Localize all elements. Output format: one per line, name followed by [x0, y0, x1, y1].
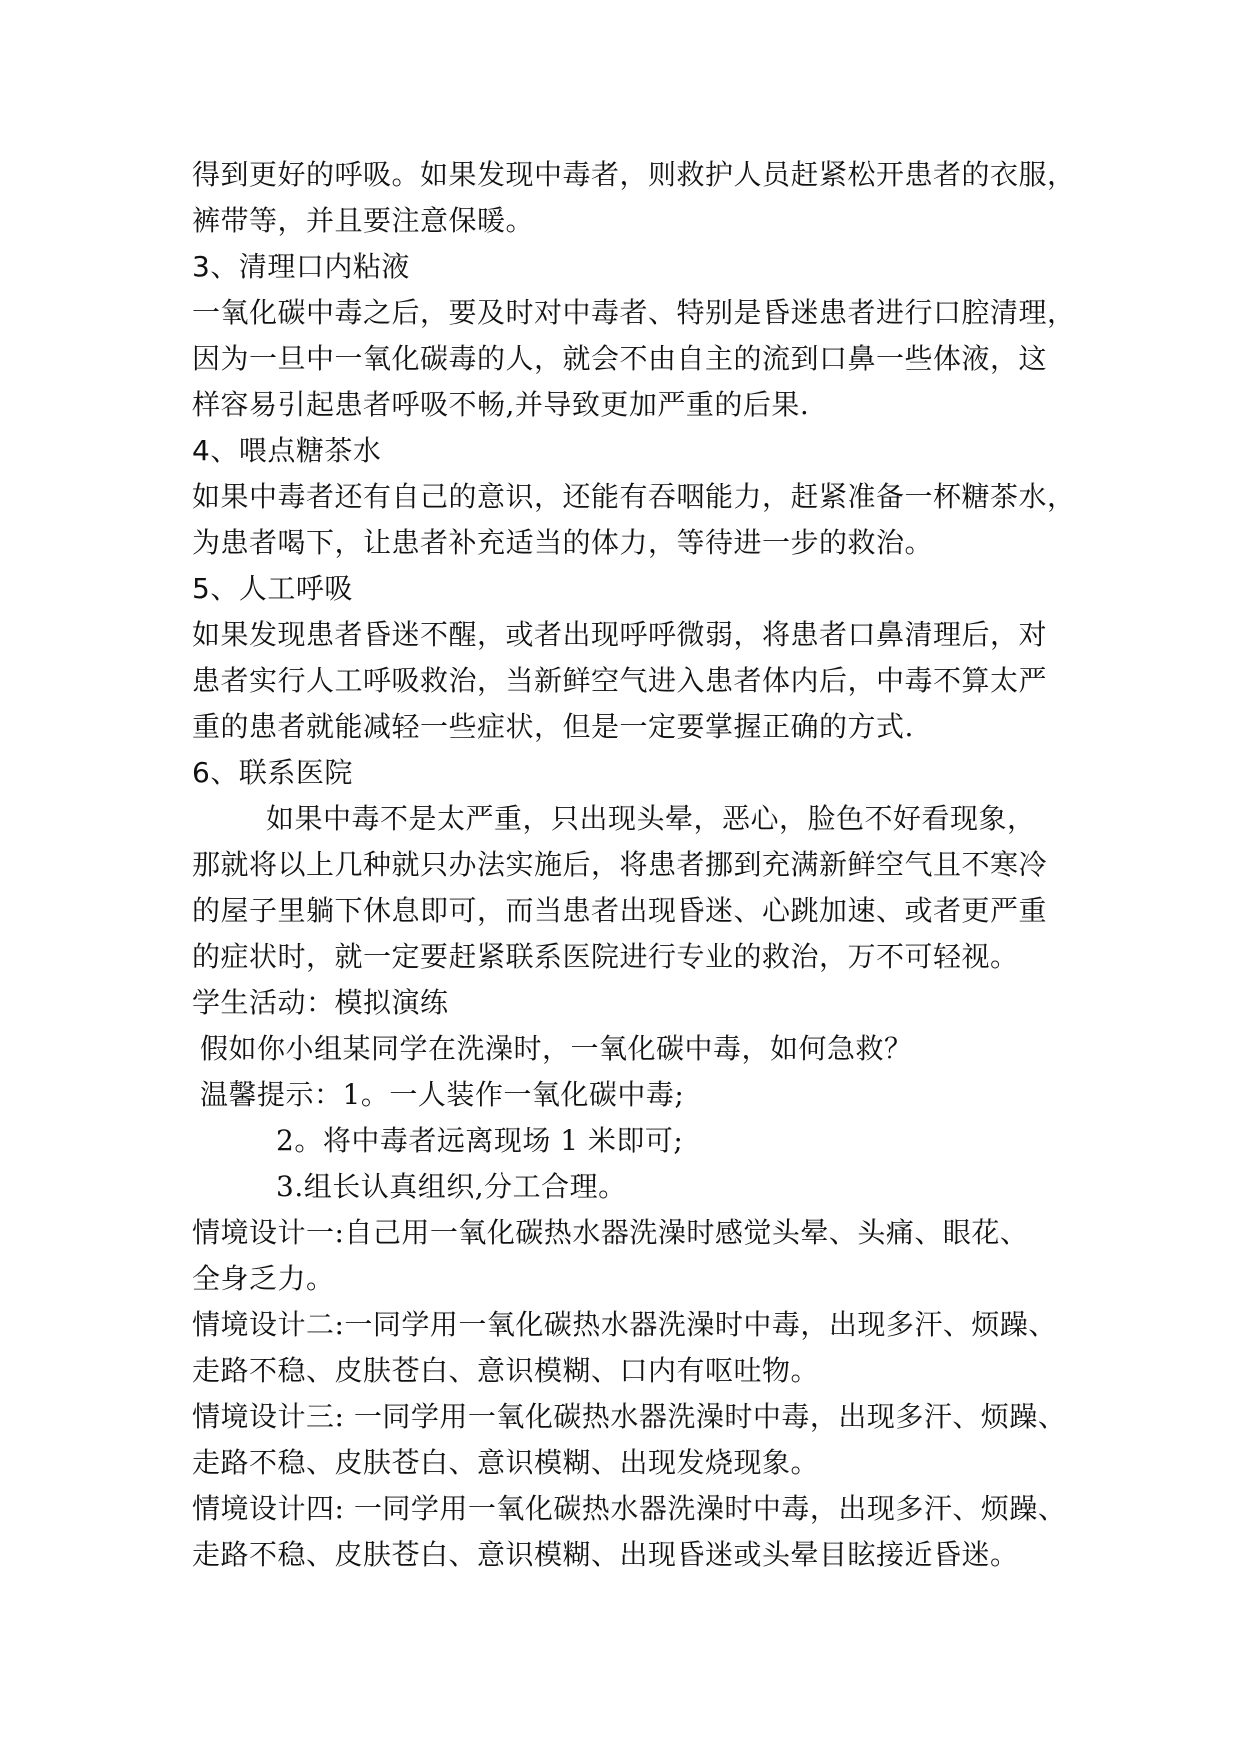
section-heading-6: 6、联系医院	[192, 756, 353, 789]
document-body	[192, 152, 1076, 1578]
scenario-3-line: 走路不稳、皮肤苍白、意识模糊、出现发烧现象。	[192, 1446, 820, 1479]
text-line: 重的患者就能减轻一些症状，但是一定要掌握正确的方式.	[192, 710, 914, 743]
text-line: 为患者喝下，让患者补充适当的体力，等待进一步的救治。	[192, 526, 934, 559]
text-line: 那就将以上几种就只办法实施后，将患者挪到充满新鲜空气且不寒冷	[192, 848, 1048, 881]
section-heading-3: 3、清理口内粘液	[192, 250, 410, 283]
tips-item-1: 温馨提示：1。一人装作一氧化碳中毒;	[200, 1078, 685, 1111]
scenario-2-line: 走路不稳、皮肤苍白、意识模糊、口内有呕吐物。	[192, 1354, 820, 1387]
text-line-indented: 如果中毒不是太严重，只出现头晕，恶心，脸色不好看现象，	[266, 802, 1036, 835]
tips-item-3: 3.组长认真组织,分工合理。	[276, 1170, 627, 1203]
scenario-1-line: 情境设计一:自己用一氧化碳热水器洗澡时感觉头晕、头痛、眼花、	[192, 1216, 1029, 1249]
text-line: 如果发现患者昏迷不醒，或者出现呼呼微弱，将患者口鼻清理后，对	[192, 618, 1048, 651]
text-line: 一氧化碳中毒之后，要及时对中毒者、特别是昏迷患者进行口腔清理，	[192, 296, 1076, 329]
scenario-2-line: 情境设计二:一同学用一氧化碳热水器洗澡时中毒，出现多汗、烦躁、	[192, 1308, 1057, 1341]
scenario-4-line: 走路不稳、皮肤苍白、意识模糊、出现昏迷或头晕目眩接近昏迷。	[192, 1538, 1019, 1571]
tips-item-2: 2。将中毒者远离现场 1 米即可;	[276, 1124, 684, 1157]
section-heading-4: 4、喂点糖茶水	[192, 434, 382, 467]
text-line: 的屋子里躺下休息即可，而当患者出现昏迷、心跳加速、或者更严重	[192, 894, 1048, 927]
activity-question: 假如你小组某同学在洗澡时，一氧化碳中毒，如何急救？	[200, 1032, 913, 1065]
scenario-4-line: 情境设计四: 一同学用一氧化碳热水器洗澡时中毒，出现多汗、烦躁、	[192, 1492, 1067, 1525]
scenario-1-line: 全身乏力。	[192, 1262, 335, 1295]
text-line: 得到更好的呼吸。如果发现中毒者，则救护人员赶紧松开患者的衣服，	[192, 158, 1076, 191]
text-line: 患者实行人工呼吸救治，当新鲜空气进入患者体内后，中毒不算太严	[192, 664, 1048, 697]
text-line: 因为一旦中一氧化碳毒的人，就会不由自主的流到口鼻一些体液，这	[192, 342, 1048, 375]
text-line: 样容易引起患者呼吸不畅,并导致更加严重的后果.	[192, 388, 810, 421]
section-heading-5: 5、人工呼吸	[192, 572, 353, 605]
scenario-3-line: 情境设计三: 一同学用一氧化碳热水器洗澡时中毒，出现多汗、烦躁、	[192, 1400, 1067, 1433]
activity-title: 学生活动：模拟演练	[192, 986, 449, 1019]
text-line: 的症状时，就一定要赶紧联系医院进行专业的救治，万不可轻视。	[192, 940, 1019, 973]
text-line: 裤带等，并且要注意保暖。	[192, 204, 535, 237]
text-line: 如果中毒者还有自己的意识，还能有吞咽能力，赶紧准备一杯糖茶水，	[192, 480, 1076, 513]
